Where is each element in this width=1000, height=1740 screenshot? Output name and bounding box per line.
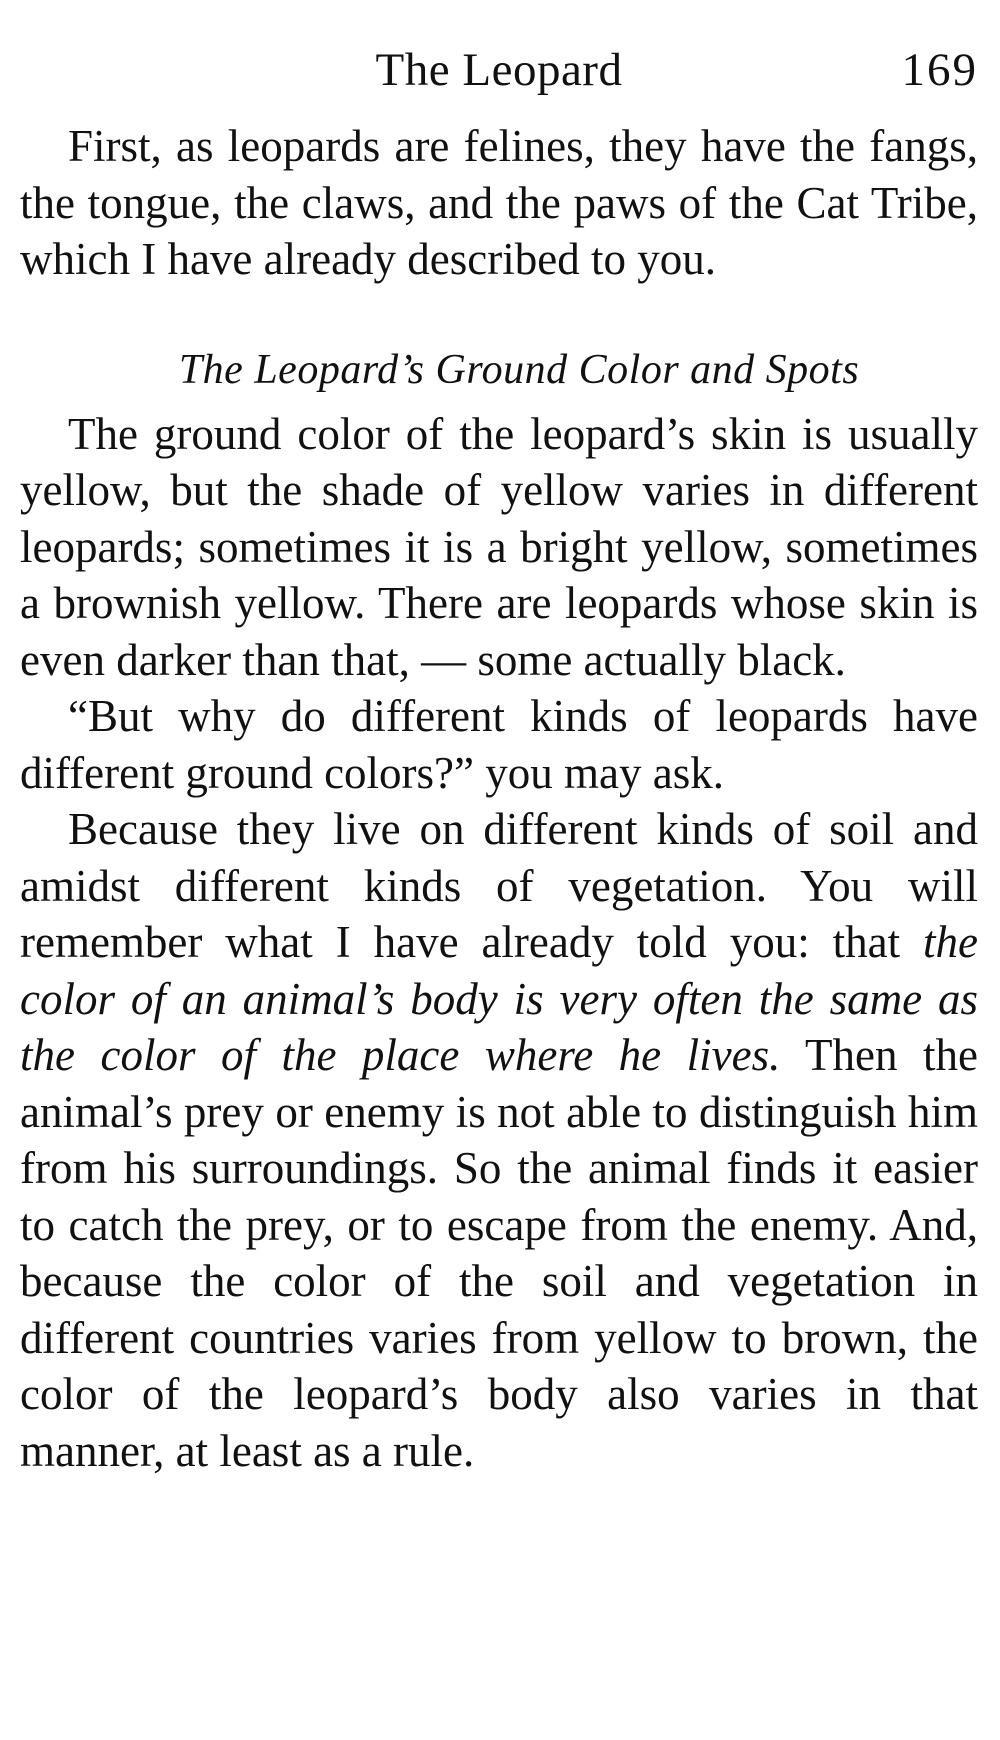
paragraph-question: “But why do different kinds of leopards have different ground colors?” you may ask. <box>20 691 978 798</box>
paragraph-ground-color: The ground color of the leopard’s skin is usually yellow, but the shade of yellow varies in different leopards; sometimes it is a bright yellow, sometimes a brownish yellow. There are leopards whose skin is even darker than that, — some actually black. <box>20 408 978 685</box>
book-page <box>20 0 978 1740</box>
section-heading: The Leopard’s Ground Color and Spots <box>178 346 860 393</box>
paragraph-feline-traits: First, as leopards are felines, they have the fangs, the tongue, the claws, and the paws of the Cat Tribe, which I have already described to you. <box>20 121 978 284</box>
page-number: 169 <box>901 44 978 96</box>
explanation-italic-text: the color of an animal’s body is very often the same as the color of the place where he lives. <box>20 917 978 1080</box>
paragraph-explanation <box>20 801 978 1479</box>
running-head <box>20 40 978 100</box>
explanation-text-start: Because they live on different kinds of soil and amidst different kinds of vegetation. You will remember what I have already told you: that <box>20 804 978 967</box>
body-text <box>20 118 978 1479</box>
explanation-text-end: Then the animal’s prey or enemy is not able to distinguish him from his surroundings. So the animal finds it easier to catch the prey, or to escape from the enemy. And, because the color of the soil and vegetation in different countries varies from yellow to brown, the color of the leopard’s body also varies in that manner, at least as a rule. <box>20 1030 978 1476</box>
running-title: The Leopard <box>375 44 623 96</box>
